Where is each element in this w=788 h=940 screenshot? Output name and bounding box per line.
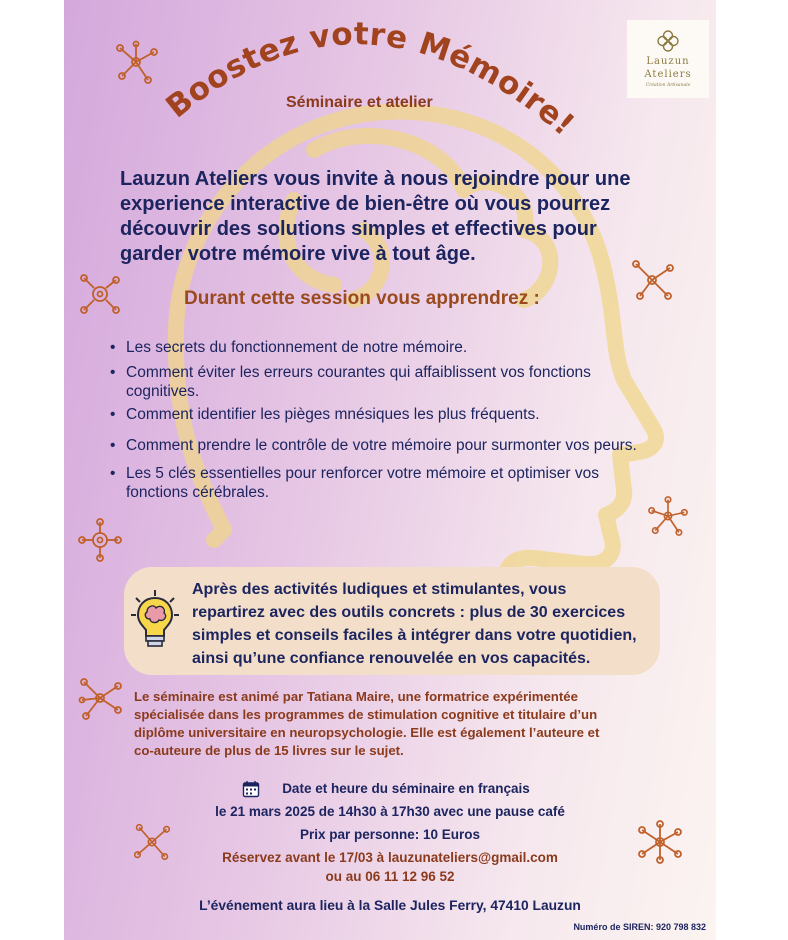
svg-text:Boostez votre Mémoire! xyxy=(159,16,581,143)
list-item xyxy=(110,436,637,455)
network-icon xyxy=(78,272,122,316)
intro-line: experience interactive de bien-être où vous pourrez xyxy=(120,193,611,215)
logo-line1: Lauzun xyxy=(646,56,690,67)
poster xyxy=(64,0,716,940)
trainer-line: co-auteure de plus de 15 livres sur le sujet. xyxy=(134,743,404,758)
callout-text xyxy=(192,578,637,670)
list-item xyxy=(110,464,599,502)
price-line: Prix par personne: 10 Euros xyxy=(299,827,481,842)
list-item-text: Comment prendre le contrôle de votre mémoire pour surmonter vos peurs. xyxy=(126,437,637,454)
date-heading: Date et heure du séminaire en français xyxy=(282,781,530,796)
page-subtitle: Séminaire et atelier xyxy=(286,94,433,111)
callout-line: Après des activités ludiques et stimulantes, vous xyxy=(192,581,567,598)
network-icon xyxy=(648,496,688,536)
list-item-text-cont: fonctions cérébrales. xyxy=(126,484,270,501)
trainer-line: diplôme universitaire en neuropsychologie. Elle est également l’auteure et xyxy=(134,725,600,740)
reserve-line: Réservez avant le 17/03 à lauzunateliers@gmail.com xyxy=(222,850,558,865)
intro-line: Lauzun Ateliers vous invite à nous rejoindre pour une xyxy=(120,168,631,190)
network-icon xyxy=(78,518,122,562)
network-icon xyxy=(78,676,122,720)
phone-line: ou au 06 11 12 96 52 xyxy=(325,869,455,884)
callout-line: repartirez avec des outils concrets : plus de 30 exercices xyxy=(192,604,626,621)
trainer-paragraph xyxy=(134,688,599,760)
trainer-line: spécialisée dans les programmes de stimulation cognitive et titulaire d’un xyxy=(134,707,598,722)
list-item-text: Les secrets du fonctionnement de notre mémoire. xyxy=(126,339,468,356)
trainer-line: Le séminaire est animé par Tatiana Maire, une formatrice expérimentée xyxy=(134,689,578,704)
list-item xyxy=(110,338,467,357)
callout-line: simples et conseils faciles à intégrer dans votre quotidien, xyxy=(192,627,637,644)
title-arc xyxy=(64,0,716,160)
callout-line: ainsi qu’une confiance renouvelée en vos capacités. xyxy=(192,650,591,667)
list-item xyxy=(110,363,591,401)
date-line: le 21 mars 2025 de 14h30 à 17h30 avec une pause café xyxy=(215,804,565,819)
list-item-text: Comment identifier les pièges mnésiques les plus fréquents. xyxy=(126,406,540,423)
list-item-text: Comment éviter les erreurs courantes qui affaiblissent vos fonctions xyxy=(126,364,591,381)
lightbulb-brain-icon xyxy=(130,588,180,650)
list-item-text: Les 5 clés essentielles pour renforcer votre mémoire et optimiser vos xyxy=(126,465,599,482)
list-item-text-cont: cognitives. xyxy=(126,383,200,400)
logo-line2: Ateliers xyxy=(644,69,692,80)
intro-paragraph xyxy=(120,167,680,267)
intro-line: garder votre mémoire vive à tout âge. xyxy=(120,243,476,265)
list-item xyxy=(110,405,540,424)
venue-line: L’événement aura lieu à la Salle Jules Ferry, 47410 Lauzun xyxy=(199,898,581,913)
page-title: Boostez votre Mémoire! xyxy=(159,16,582,144)
intro-line: découvrir des solutions simples et effectives pour xyxy=(120,218,597,240)
logo-tagline: Création Artisanale xyxy=(645,83,691,88)
session-heading: Durant cette session vous apprendrez : xyxy=(184,288,540,309)
siren-number: Numéro de SIREN: 920 798 832 xyxy=(573,922,706,932)
